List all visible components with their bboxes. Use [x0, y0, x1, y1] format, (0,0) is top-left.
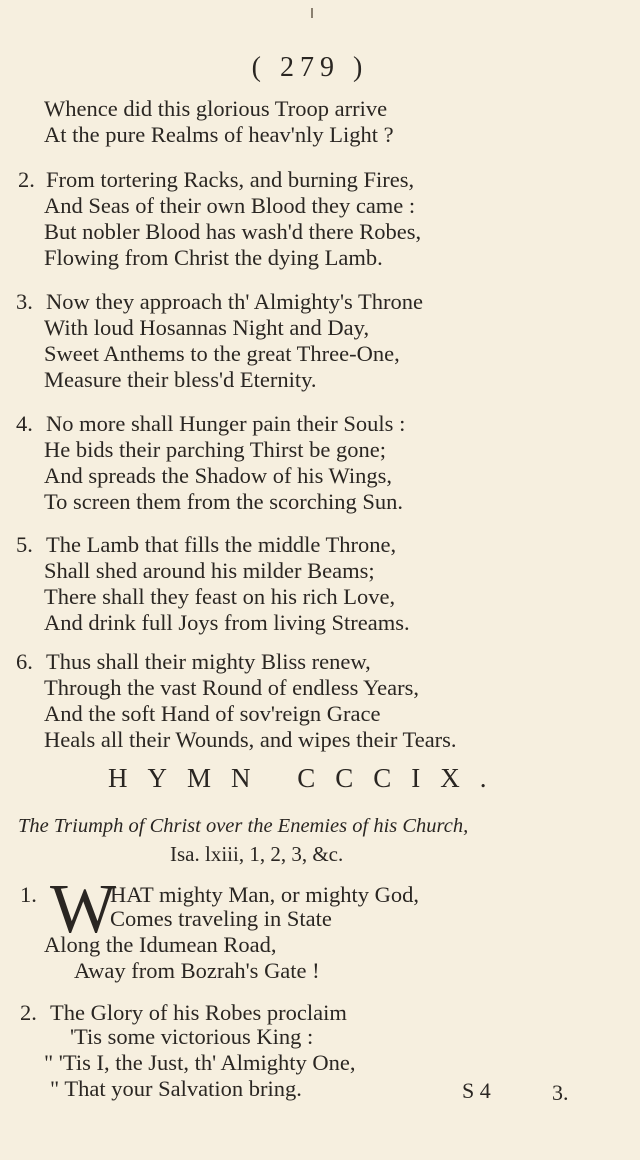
verse-line: The Glory of his Robes proclaim: [50, 1000, 347, 1025]
verse-line: He bids their parching Thirst be gone;: [44, 437, 387, 462]
scripture-reference: Isa. lxiii, 1, 2, 3, &c.: [170, 842, 344, 866]
verse-line: And Seas of their own Blood they came :: [44, 193, 416, 218]
signature-mark: S 4: [462, 1078, 491, 1103]
verse-line: From tortering Racks, and burning Fires,: [46, 167, 415, 192]
catchword: 3.: [552, 1080, 569, 1105]
verse-line: Away from Bozrah's Gate !: [74, 958, 320, 983]
stanza-number: 5.: [16, 532, 33, 557]
verse-line: Thus shall their mighty Bliss renew,: [46, 649, 371, 674]
verse-line: At the pure Realms of heav'nly Light ?: [44, 122, 394, 147]
verse-line: Flowing from Christ the dying Lamb.: [44, 245, 383, 270]
verse-line: Through the vast Round of endless Years,: [44, 675, 419, 700]
verse-line: The Lamb that fills the middle Throne,: [46, 532, 397, 557]
verse-line: Heals all their Wounds, and wipes their Tears.: [44, 727, 457, 752]
hymn-title: HYMN CCCIX.: [108, 763, 507, 793]
stanza-number: 4.: [16, 411, 33, 436]
verse-line: Now they approach th' Almighty's Throne: [46, 289, 424, 314]
drop-cap: W: [50, 871, 117, 948]
stanza-number: 2.: [18, 167, 35, 192]
page-number: ( 279 ): [251, 52, 369, 83]
verse-line: Whence did this glorious Troop arrive: [44, 96, 388, 121]
hymn-subtitle: The Triumph of Christ over the Enemies of his Church,: [18, 815, 469, 837]
stanza-number: 6.: [16, 649, 33, 674]
verse-line: With loud Hosannas Night and Day,: [44, 315, 370, 340]
verse-line: No more shall Hunger pain their Souls :: [46, 411, 406, 436]
top-mark: [311, 8, 313, 18]
verse-line: Along the Idumean Road,: [44, 932, 277, 957]
verse-line: To screen them from the scorching Sun.: [44, 489, 403, 514]
verse-line: HAT mighty Man, or mighty God,: [110, 882, 419, 907]
verse-line: And spreads the Shadow of his Wings,: [44, 463, 393, 488]
verse-line: Shall shed around his milder Beams;: [44, 558, 375, 583]
verse-line: Measure their bless'd Eternity.: [44, 367, 317, 392]
verse-line: There shall they feast on his rich Love,: [44, 584, 396, 609]
verse-line: Sweet Anthems to the great Three-One,: [44, 341, 400, 366]
verse-line: " 'Tis I, the Just, th' Almighty One,: [44, 1050, 356, 1075]
verse-line: But nobler Blood has wash'd there Robes,: [44, 219, 422, 244]
verse-line: And drink full Joys from living Streams.: [44, 610, 410, 635]
stanza-number: 1.: [20, 882, 37, 907]
verse-line: 'Tis some victorious King :: [70, 1024, 314, 1049]
verse-line: " That your Salvation bring.: [50, 1076, 302, 1101]
stanza-number: 3.: [16, 289, 33, 314]
verse-line: Comes traveling in State: [110, 906, 332, 931]
stanza-number: 2.: [20, 1000, 37, 1025]
verse-line: And the soft Hand of sov'reign Grace: [44, 701, 381, 726]
